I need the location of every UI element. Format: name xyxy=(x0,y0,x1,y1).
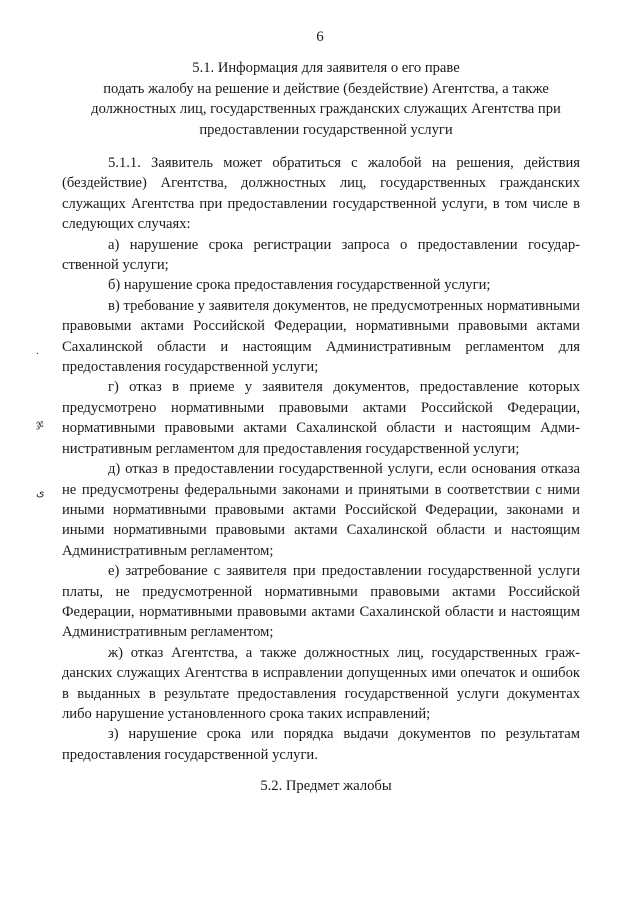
list-item-e: е) затребование с заявителя при предоставлении государственной услуги платы, не предусмотренной нормативными правовыми актами Российской Федерации, нормативными правовыми актами Сахалинской области и настоящим Административным регламентом; xyxy=(62,563,580,641)
scan-margin-mark: ی xyxy=(36,487,45,499)
list-item-d: д) отказ в предоставлении государственной услуги, если основания отказа не предусмотрены федеральными законами и принятыми в соответствии с ними иными нормативными правовыми актами Российской Федерации, законами и иными нормативными правовыми актами Сахалинской области и настоящим Административным регламентом; xyxy=(62,461,580,559)
heading-line: должностных лиц, государственных гражданских служащих Агентства при xyxy=(91,101,561,117)
page-number: 6 xyxy=(316,29,324,45)
list-item-b: б) нарушение срока предоставления государственной услуги; xyxy=(108,277,491,294)
heading-line: 5.1. Информация для заявителя о его праве xyxy=(192,60,460,76)
scan-margin-mark: . xyxy=(36,345,39,357)
list-item-zh: ж) отказ Агентства, а также должностных лиц, государственных гражданских служащих Агентства в исправлении допущенных ими опечаток и ошибок в выданных в результате предоставления государственной услуги документах либо нарушение установленного срока таких исправлений; xyxy=(62,644,580,722)
list-item-z: з) нарушение срока или порядка выдачи документов по результатам предоставления государственной услуги. xyxy=(62,726,580,763)
heading-line: подать жалобу на решение и действие (бездействие) Агентства, а также xyxy=(103,80,549,97)
section-heading-5-1 xyxy=(62,58,590,140)
section-heading-5-2: 5.2. Предмет жалобы xyxy=(260,778,392,794)
list-item-g: г) отказ в приеме у заявителя документов, предоставление которых предусмотрено нормативными правовыми актами Российской Федерации, нормативными правовыми актами Сахалинской области и настоящим Административным регламентом для предоставления государственной услуги; xyxy=(62,379,580,457)
document-body xyxy=(62,153,580,765)
scan-margin-mark: ჯ xyxy=(36,418,44,430)
paragraph-5-1-1: 5.1.1. Заявитель может обратиться с жалобой на решения, действия (бездействие) Агентства, должностных лиц, государственных гражданских служащих Агентства при предоставлении государственной услуги, в том числе в следующих случаях: xyxy=(62,155,580,233)
list-item-v: в) требование у заявителя документов, не предусмотренных нормативными правовыми актами Российской Федерации, нормативными правовыми актами Сахалинской области и настоящим Административным регламентом для предоставления государственной услуги; xyxy=(62,297,580,376)
list-item-a: а) нарушение срока регистрации запроса о предоставлении государственной услуги; xyxy=(62,236,580,274)
heading-line: предоставлении государственной услуги xyxy=(199,121,453,138)
